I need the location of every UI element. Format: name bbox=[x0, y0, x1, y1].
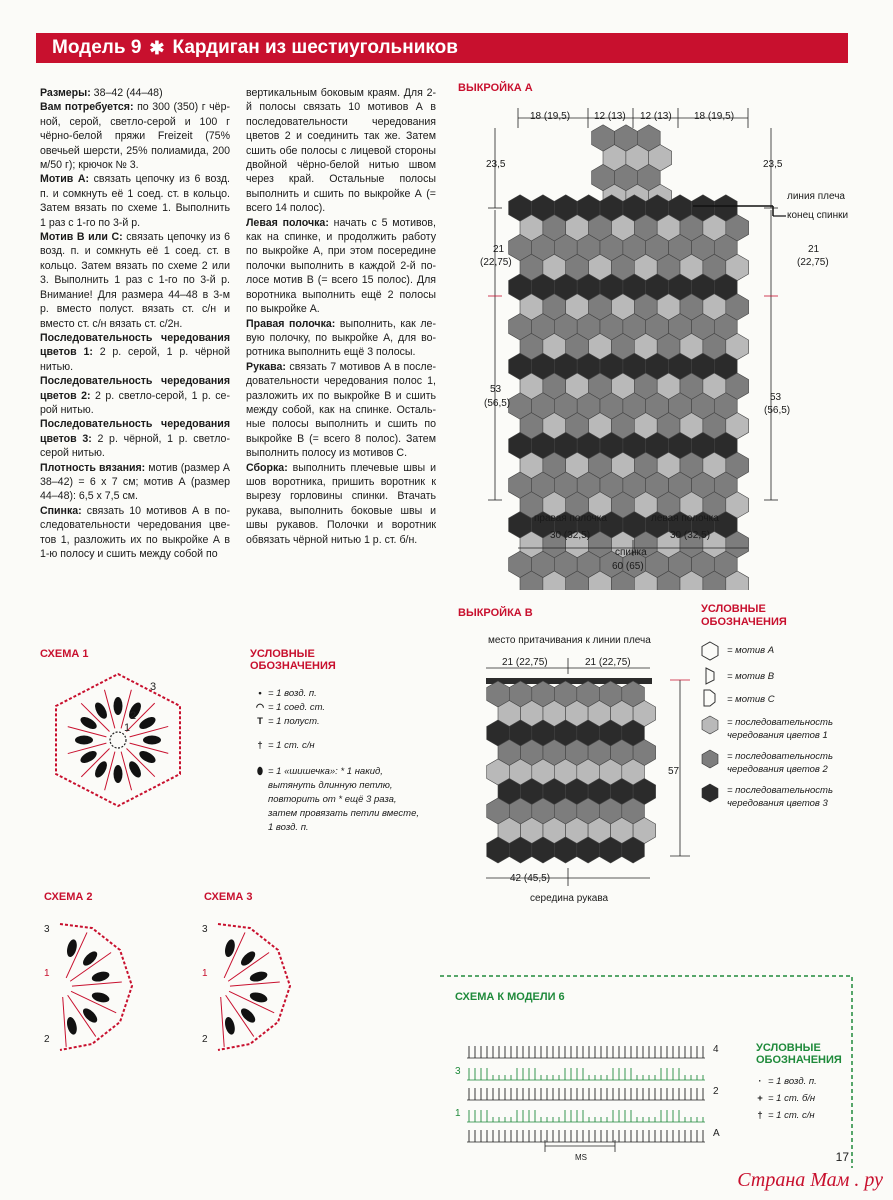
assembly-label: Сборка: bbox=[246, 461, 288, 474]
legend-bobble-2: вытянуть длинную петлю, bbox=[268, 780, 393, 791]
scheme-6-row-2: 2 bbox=[713, 1086, 719, 1097]
pattern-a-right-565: (56,5) bbox=[764, 405, 791, 416]
pattern-b-hex-grid bbox=[486, 678, 656, 863]
light-hex-icon bbox=[702, 716, 718, 734]
seq3-label: Последовательность чередования цветов 3: bbox=[40, 418, 230, 445]
seq2-label: Последовательность чередования цветов 2: bbox=[40, 375, 230, 402]
bobble-icon: ⬮ bbox=[257, 766, 263, 777]
instructions-column-1 bbox=[40, 86, 230, 561]
double-crochet-stitch bbox=[104, 690, 114, 729]
scheme-6-diagram bbox=[455, 1028, 730, 1163]
seq1-value: 2 р. серой, 1 р. чёрной нитью. bbox=[40, 346, 230, 373]
pattern-b-bottom: 42 (45,5) bbox=[510, 873, 551, 884]
star-icon: ✱ bbox=[149, 37, 165, 58]
gray-hex-icon bbox=[702, 750, 718, 768]
scheme-2-row-3: 3 bbox=[44, 924, 50, 935]
legend-motif-c: = мотив С bbox=[727, 694, 775, 705]
bobble-stitch bbox=[249, 970, 269, 983]
double-crochet-stitch bbox=[63, 997, 66, 1047]
pattern-a-bottom-left: 30 (32,5) bbox=[550, 530, 591, 541]
t-icon: T bbox=[257, 716, 263, 727]
back-value: связать 10 мотивов А в последовательности чередования цветов 1, разложить их по выкройке А в 1-ю полосу и сшить между собой по bbox=[40, 504, 230, 560]
legend-seq3-b: чередования цветов 3 bbox=[727, 798, 828, 809]
legend-motif-b: = мотив В bbox=[727, 671, 775, 682]
scheme-6-row-a: A bbox=[713, 1128, 720, 1139]
legend-slip: ◠ = 1 соед. ст. bbox=[252, 702, 325, 713]
double-crochet-stitch bbox=[105, 752, 115, 791]
density-value: мотив (размер А 38–42) = 6 х 7 см; мотив А (размер 44–48): 6,5 х 7,5 см. bbox=[40, 461, 230, 503]
instructions-column-2 bbox=[246, 86, 436, 547]
bobble-stitch bbox=[239, 1006, 258, 1025]
legend-bobble-3: повторить от * ещё 3 раза, bbox=[268, 794, 397, 805]
pattern-a-dim-1: 18 (19,5) bbox=[530, 111, 571, 122]
pattern-b-height: 57 bbox=[668, 766, 680, 777]
pattern-a-left-235: 23,5 bbox=[486, 159, 506, 170]
legend-a-icons bbox=[698, 640, 724, 810]
scheme-6-legend-dc: † = 1 ст. с/н bbox=[752, 1110, 815, 1121]
hexagon-outline-icon bbox=[702, 642, 718, 660]
scheme-6-legend-title-1: УСЛОВНЫЕ bbox=[756, 1042, 821, 1054]
scheme-3-diagram bbox=[198, 910, 298, 1070]
legend-a-title-1: УСЛОВНЫЕ bbox=[701, 603, 766, 615]
pattern-b-diagram bbox=[470, 650, 700, 895]
pattern-a-right-2275: (22,75) bbox=[797, 257, 829, 268]
legend-seq2-a: = последовательность bbox=[727, 751, 833, 762]
model-label: Модель 9 bbox=[52, 37, 142, 58]
dot-icon: · bbox=[758, 1076, 762, 1087]
double-crochet-stitch bbox=[130, 743, 169, 753]
pattern-a-right-53: 53 bbox=[770, 392, 782, 403]
legend-bobble-5: 1 возд. п. bbox=[268, 822, 309, 833]
scheme-2-row-1: 1 bbox=[44, 968, 50, 979]
pattern-a-total: 60 (65) bbox=[612, 561, 644, 572]
need-value: по 300 (350) г чёрной, серой, светло-серой и 100 г чёрно-белой пряжи Freizeit (75% овечьей шерсти, 25% полиамида, 200 м/50 г); крючок № 3. bbox=[40, 101, 230, 172]
scheme-2-row-2: 2 bbox=[44, 1034, 50, 1045]
need-label: Вам потребуется: bbox=[40, 101, 134, 114]
legend-a-title-2: ОБОЗНАЧЕНИЯ bbox=[701, 616, 787, 628]
left-front-label: Левая полочка: bbox=[246, 216, 329, 229]
scheme-1-row-2: 2 bbox=[130, 710, 137, 722]
bobble-stitch bbox=[114, 697, 123, 715]
dc-icon: † bbox=[257, 740, 263, 751]
pattern-a-dim-4: 18 (19,5) bbox=[694, 111, 735, 122]
dot-icon: • bbox=[258, 688, 262, 699]
legend-motif-a: = мотив А bbox=[727, 645, 775, 656]
legend-bobble: ⬮ = 1 «шишечка»: * 1 накид, bbox=[252, 766, 383, 777]
page-title: Кардиган из шестиугольников bbox=[172, 37, 458, 58]
bobble-stitch bbox=[143, 736, 161, 745]
double-crochet-stitch bbox=[221, 997, 224, 1047]
back-continued: вертикальным боковым краям. Для 2-й полосы связать 10 мотивов А в последовательности чередования цветов 2 и соединить так же. Затем сшить обе полосы с лицевой стороны двойной чёрно-белой нитью швом через край. Остальные полосы выполнить и сшить по выкройке А (= всего 14 полос). bbox=[246, 87, 436, 215]
double-crochet-stitch bbox=[121, 752, 131, 791]
double-crochet-stitch bbox=[68, 743, 107, 753]
legend-seq2-b: чередования цветов 2 bbox=[727, 764, 828, 775]
legend-half: T = 1 полуст. bbox=[252, 716, 320, 727]
scheme-6-row-1: 1 bbox=[455, 1108, 461, 1119]
pattern-b-top-left: 21 (22,75) bbox=[502, 657, 548, 668]
motif-bc-label: Мотив В или С: bbox=[40, 231, 123, 244]
pattern-a-right-235: 23,5 bbox=[763, 159, 783, 170]
motif-bc-value: связать цепочку из 6 возд. п. и сомкнуть её 1 соед. ст. в кольцо. Затем вязать по схеме 2 или 3. Выполнить 1 раз с 1-го по 3-й р. Внимание! Для размера 44–48 в 3-м р. вместо полуст. вязать ст. с/н и вместо ст. с/н вязать ст. с/2н. bbox=[40, 231, 230, 330]
pattern-a-dim-3: 12 (13) bbox=[640, 111, 672, 122]
site-watermark: Страна Мам . ру bbox=[737, 1169, 883, 1191]
legend-s-title-2: ОБОЗНАЧЕНИЯ bbox=[250, 660, 336, 672]
pattern-a-left-565: (56,5) bbox=[484, 398, 511, 409]
right-front-label: Правая полочка: bbox=[246, 317, 336, 330]
legend-bobble-4: затем провязать петли вместе, bbox=[268, 808, 420, 819]
scheme-3-title: СХЕМА 3 bbox=[204, 891, 253, 903]
seq2-value: 2 р. светло-серой, 1 р. серой нитью. bbox=[40, 389, 230, 416]
bobble-stitch bbox=[65, 1016, 78, 1036]
scheme-1-row-1: 1 bbox=[124, 722, 131, 734]
bobble-stitch bbox=[81, 1006, 100, 1025]
sleeves-label: Рукава: bbox=[246, 360, 286, 373]
sleeves-value: связать 7 мотивов А в последовательности чередования полос 1, разложить их по выкройке В и сшить между собой, как на спинке. Остальные полосы выполнить и сшить по выкройке В (= всего 8 полос). Затем выполнить полосу из мотивов С. bbox=[246, 360, 436, 460]
scheme-6-title: СХЕМА К МОДЕЛИ 6 bbox=[455, 991, 565, 1003]
right-front-label: правая полочка bbox=[534, 513, 607, 524]
left-front-value: начать с 5 мотивов, как на спинке, и продолжить работу по выкройке А, при этом посередине полочки выполнить в каждой 2-й полосе мотив В (= всего 15 полос). Для воротника выполнить ещё 2 полосы по выкройке А. bbox=[246, 216, 436, 316]
legend-seq1-b: чередования цветов 1 bbox=[727, 730, 828, 741]
bobble-stitch bbox=[239, 949, 258, 968]
motif-a-value: связать цепочку из 6 возд. п. и сомкнуть её 1 соед. ст. в кольцо. Затем вязать по схеме 1. Выполнить 1 раз с 1-го по 3-й р. bbox=[40, 173, 230, 229]
sizes-label: Размеры: bbox=[40, 87, 91, 99]
scheme-1-diagram bbox=[38, 668, 198, 813]
scheme-3-row-2: 2 bbox=[202, 1034, 208, 1045]
plus-icon: + bbox=[757, 1093, 763, 1104]
legend-seq3-a: = последовательность bbox=[727, 785, 833, 796]
back-end-label: конец спинки bbox=[787, 210, 849, 221]
page-header bbox=[36, 33, 848, 63]
motif-a-label: Мотив А: bbox=[40, 173, 90, 186]
pattern-a-title: ВЫКРОЙКА А bbox=[458, 82, 533, 94]
pattern-a-bottom-right: 30 (32,5) bbox=[670, 530, 711, 541]
legend-dc: † = 1 ст. с/н bbox=[252, 740, 315, 751]
scheme-3-row-1: 1 bbox=[202, 968, 208, 979]
legend-chain: • = 1 возд. п. bbox=[252, 688, 317, 699]
scheme-2-title: СХЕМА 2 bbox=[44, 891, 93, 903]
pattern-b-attach-label: место притачивания к линии плеча bbox=[488, 635, 651, 646]
pattern-b-title: ВЫКРОЙКА В bbox=[458, 607, 533, 619]
back-part-label: спинка bbox=[615, 547, 647, 558]
bobble-stitch bbox=[114, 765, 123, 783]
pattern-a-left-21: 21 bbox=[493, 244, 505, 255]
sleeve-middle-label: середина рукава bbox=[530, 893, 609, 904]
dc-icon: † bbox=[757, 1110, 763, 1121]
black-hex-icon bbox=[702, 784, 718, 802]
double-crochet-stitch bbox=[130, 726, 169, 736]
scheme-1-row-3: 3 bbox=[150, 681, 157, 693]
scheme-3-row-3: 3 bbox=[202, 924, 208, 935]
seq1-label: Последовательность чередования цветов 1: bbox=[40, 331, 230, 359]
scheme-6-legend-title-2: ОБОЗНАЧЕНИЯ bbox=[756, 1054, 842, 1066]
back-label: Спинка: bbox=[40, 504, 82, 517]
pattern-a-right-21: 21 bbox=[808, 244, 820, 255]
half-hexagon-c-icon bbox=[704, 690, 715, 706]
scheme-6-row-3: 3 bbox=[455, 1066, 461, 1077]
right-front-value: выполнить, как левую полочку, по выкройке А, для воротника выполнить ещё 3 полосы. bbox=[246, 317, 436, 359]
pattern-a-left-53: 53 bbox=[490, 384, 502, 395]
double-crochet-stitch bbox=[68, 727, 107, 737]
seq3-value: 2 р. чёрной, 1 р. светлосерой нитью. bbox=[40, 432, 230, 460]
scheme-6-legend-sc: + = 1 ст. б/н bbox=[752, 1093, 815, 1104]
scheme-1-title: СХЕМА 1 bbox=[40, 648, 89, 660]
arc-icon: ◠ bbox=[255, 702, 265, 713]
pattern-b-top-right: 21 (22,75) bbox=[585, 657, 631, 668]
bobble-stitch bbox=[91, 970, 111, 983]
scheme-6-legend-chain: · = 1 возд. п. bbox=[752, 1076, 817, 1087]
bobble-stitch bbox=[81, 949, 100, 968]
legend-seq1-a: = последовательность bbox=[727, 717, 833, 728]
double-crochet-stitch bbox=[72, 982, 122, 986]
density-label: Плотность вязания: bbox=[40, 461, 146, 474]
assembly-value: выполнить плечевые швы и шов воротника, пришить воротник к вырезу горловины спинки. Втачать рукава, выполнить боковые швы и швы рукавов. Полочки и воротник обвязать чёрной нитью 1 р. ст. б/н. bbox=[246, 461, 436, 546]
legend-s-title-1: УСЛОВНЫЕ bbox=[250, 648, 315, 660]
scheme-2-diagram bbox=[40, 910, 140, 1070]
shoulder-line-label: линия плеча bbox=[787, 191, 845, 202]
left-front-label: левая полочка bbox=[651, 513, 719, 524]
bobble-stitch bbox=[75, 736, 93, 745]
scheme-6-row-4: 4 bbox=[713, 1044, 719, 1055]
pattern-a-left-2275: (22,75) bbox=[480, 257, 512, 268]
half-hexagon-b-icon bbox=[706, 668, 714, 684]
sizes-value: 38–42 (44–48) bbox=[90, 87, 163, 99]
pattern-a-dim-2: 12 (13) bbox=[594, 111, 626, 122]
page-number: 17 bbox=[835, 1150, 849, 1164]
bobble-stitch bbox=[223, 1016, 236, 1036]
scheme-6-ms: MS bbox=[575, 1153, 587, 1162]
double-crochet-stitch bbox=[230, 982, 280, 986]
